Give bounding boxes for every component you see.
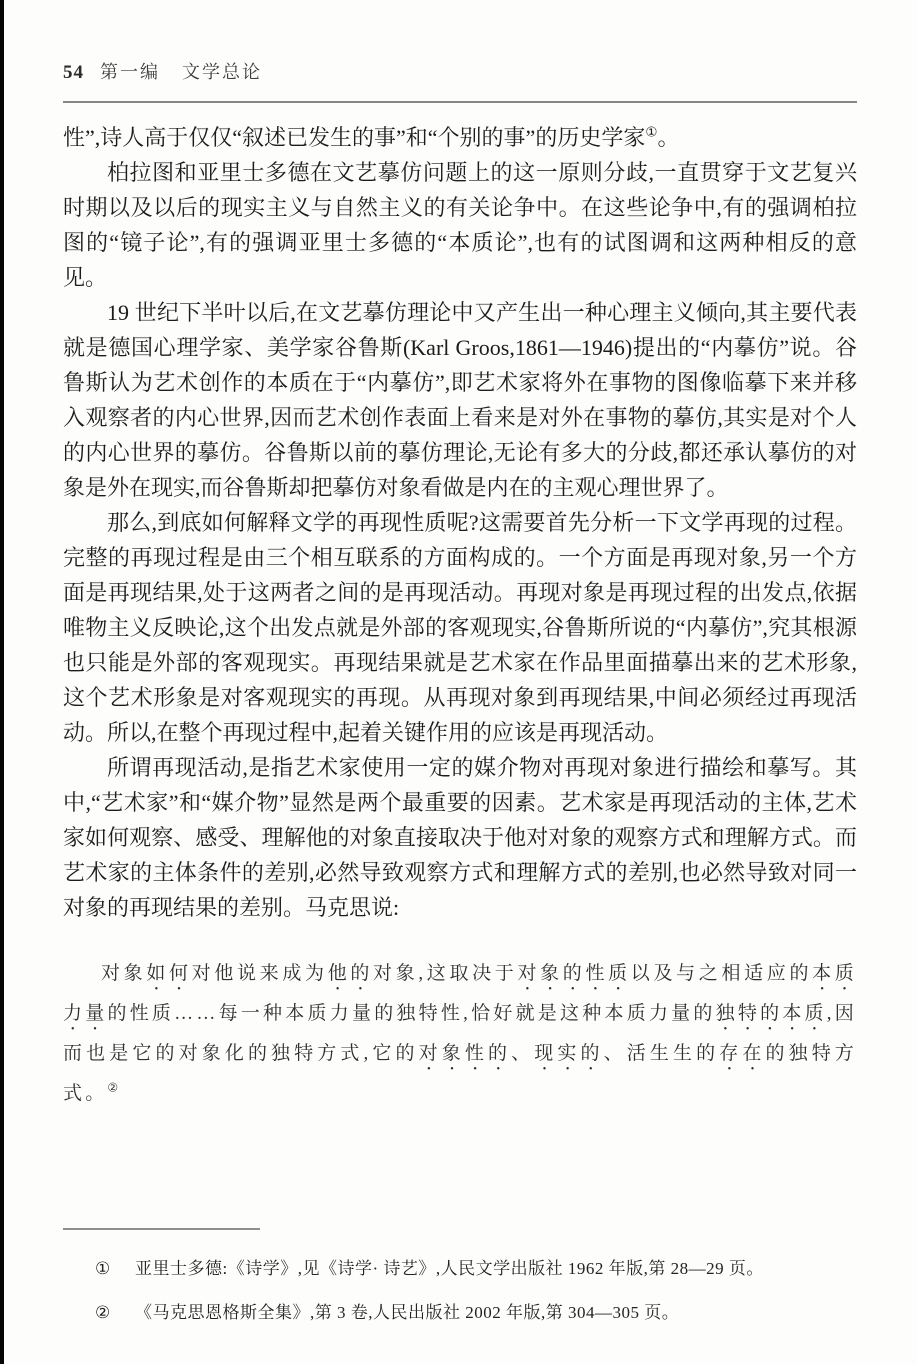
- emphasized-text: 如何: [146, 963, 192, 984]
- text-run: 、: [511, 1043, 535, 1064]
- header-rule: [63, 101, 857, 103]
- section-title: 文学总论: [182, 62, 262, 82]
- text-run: 对他说来成为: [191, 963, 328, 984]
- text-run: 19 世纪下半叶以后,在文艺摹仿理论中又产生出一种心理主义倾向,其主要代表就是德国心理学家、美学家谷鲁斯(Karl Groos,1861—1946)提出的“内摹仿”说。谷鲁斯认为艺术创作的本质在于“内摹仿”,即艺术家将外在事物的图像临摹下来并移入观察者的内心世界,因而艺术创作表面上看来是对外在事物的摹仿,其实是对个人的内心世界的摹仿。谷鲁斯以前的摹仿理论,无论有多大的分歧,都还承认摹仿的对象是外在现实,而谷鲁斯却把摹仿对象看做是内在的主观心理世界了。: [63, 300, 857, 500]
- text-run: 的独特方式。: [63, 1043, 858, 1104]
- emphasized-text: 独特的本质: [715, 1003, 827, 1024]
- text-run: ,因而也是它的对象化的独特方式,它的: [63, 1003, 857, 1064]
- text-run: 所谓再现活动,是指艺术家使用一定的媒介物对再现对象进行描绘和摹写。其中,“艺术家”和“媒介物”显然是两个最重要的因素。艺术家是再现活动的主体,艺术家如何观察、感受、理解他的对象直接取决于他对对象的观察方式和理解方式。而艺术家的主体条件的差别,必然导致观察方式和理解方式的差别,也必然导致对同一对象的再现结果的差别。马克思说:: [63, 755, 857, 920]
- footnote-separator: [63, 1228, 260, 1230]
- section-label: 第一编: [100, 62, 160, 82]
- footnote: [63, 1300, 857, 1325]
- text-run: 那么,到底如何解释文学的再现性质呢?这需要首先分析一下文学再现的过程。完整的再现过程是由三个相互联系的方面构成的。一个方面是再现对象,另一个方面是再现结果,处于这两者之间的是再现活动。再现对象是再现过程的出发点,依据唯物主义反映论,这个出发点就是外部的客观现实,谷鲁斯所说的“内摹仿”,究其根源也只能是外部的客观现实。再现结果就是艺术家在作品里面描摹出来的艺术形象,这个艺术形象是对客观现实的再现。从再现对象到再现结果,中间必须经过再现活动。所以,在整个再现过程中,起着关键作用的应该是再现活动。: [63, 510, 857, 745]
- running-header: [63, 58, 857, 84]
- body-paragraph: [63, 120, 857, 155]
- text-run: 柏拉图和亚里士多德在文艺摹仿问题上的这一原则分歧,一直贯穿于文艺复兴时期以及以后的现实主义与自然主义的有关论争中。在这些论争中,有的强调柏拉图的“镜子论”,有的强调亚里士多德的“本质论”,也有的试图调和这两种相反的意见。: [63, 160, 857, 290]
- text-run: 性”,诗人高于仅仅“叙述已发生的事”和“个别的事”的历史学家: [63, 125, 646, 150]
- emphasized-text: 对象的性质: [517, 963, 631, 984]
- footnote-marker: ①: [95, 1259, 111, 1278]
- page-number: 54: [63, 62, 84, 83]
- body-paragraph: [63, 295, 857, 505]
- footnote: [63, 1256, 857, 1281]
- text-run: 对象,这取决于: [373, 963, 518, 984]
- page-body: [63, 120, 857, 1112]
- footnote-marker: ②: [95, 1303, 111, 1322]
- emphasized-text: 存在: [719, 1043, 766, 1064]
- footnotes: [63, 1228, 857, 1344]
- footnote-ref: ②: [107, 1081, 122, 1095]
- emphasized-text: 本质力量: [63, 963, 858, 1024]
- emphasized-text: 对象性的: [418, 1043, 512, 1064]
- body-paragraph: [63, 155, 857, 295]
- text-run: 。: [657, 125, 680, 150]
- block-quote: [63, 955, 857, 1112]
- footnote-text: 亚里士多德:《诗学》,见《诗学· 诗艺》,人民文学出版社 1962 年版,第 28—29 页。: [135, 1259, 764, 1278]
- text-run: 的性质……每一种本质力量的独特性,恰好就是这种本质力量的: [107, 1003, 716, 1024]
- text-run: 、活生生的: [603, 1043, 720, 1064]
- body-paragraph: [63, 750, 857, 925]
- scan-edge-bar: [0, 0, 4, 1364]
- emphasized-text: 他的: [327, 963, 374, 984]
- body-paragraph: [63, 505, 857, 750]
- text-run: 以及与之相适应的: [630, 963, 813, 984]
- body-paragraphs: [63, 120, 857, 925]
- footnote-ref: ①: [645, 124, 658, 140]
- footnote-text: 《马克思恩格斯全集》,第 3 卷,人民出版社 2002 年版,第 304—305 页。: [135, 1303, 680, 1322]
- emphasized-text: 现实的: [534, 1043, 604, 1064]
- text-run: 对象: [101, 963, 147, 984]
